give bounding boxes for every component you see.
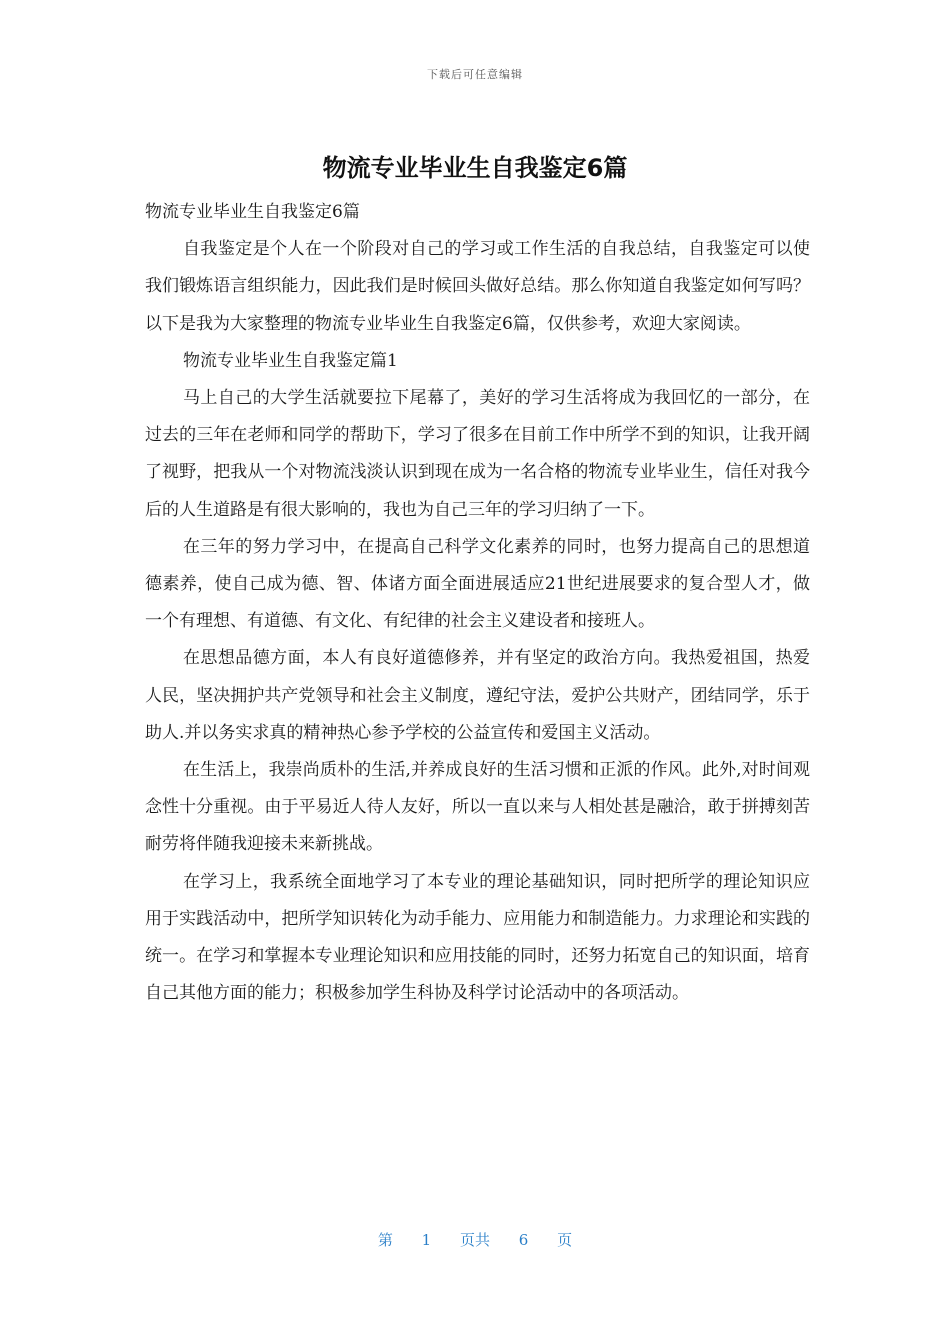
document-body bbox=[145, 194, 810, 1012]
footer-prefix: 第 bbox=[377, 1231, 393, 1249]
footer-total-pages: 6 bbox=[518, 1231, 529, 1249]
footer-suffix: 页 bbox=[557, 1231, 573, 1249]
paragraph: 马上自己的大学生活就要拉下尾幕了，美好的学习生活将成为我回忆的一部分，在过去的三年在老师和同学的帮助下，学习了很多在目前工作中所学不到的知识，让我开阔了视野，把我从一个对物流浅淡认识到现在成为一名合格的物流专业毕业生，信任对我今后的人生道路是有很大影响的，我也为自己三年的学习归纳了一下。 bbox=[145, 388, 810, 520]
paragraph: 在生活上，我崇尚质朴的生活,并养成良好的生活习惯和正派的作风。此外,对时间观念性十分重视。由于平易近人待人友好，所以一直以来与人相处甚是融洽，敢于拼搏刻苦耐劳将伴随我迎接未来新挑战。 bbox=[145, 760, 810, 855]
paragraph: 在思想品德方面，本人有良好道德修养，并有坚定的政治方向。我热爱祖国，热爱人民，坚决拥护共产党领导和社会主义制度，遵纪守法，爱护公共财产，团结同学，乐于助人.并以务实求真的精神热心参予学校的公益宣传和爱国主义活动。 bbox=[145, 648, 810, 743]
header-note: 下载后可任意编辑 bbox=[427, 68, 523, 81]
paragraph: 在学习上，我系统全面地学习了本专业的理论基础知识，同时把所学的理论知识应用于实践活动中，把所学知识转化为动手能力、应用能力和制造能力。力求理论和实践的统一。在学习和掌握本专业理论知识和应用技能的同时，还努力拓宽自己的知识面，培育自己其他方面的能力；积极参加学生科协及科学讨论活动中的各项活动。 bbox=[145, 871, 810, 1004]
footer-middle: 页共 bbox=[459, 1231, 490, 1249]
paragraph-intro: 自我鉴定是个人在一个阶段对自己的学习或工作生活的自我总结，自我鉴定可以使我们锻炼语言组织能力，因此我们是时候回头做好总结。那么你知道自我鉴定如何写吗？以下是我为大家整理的物流专业毕业生自我鉴定6篇，仅供参考，欢迎大家阅读。 bbox=[145, 239, 810, 334]
subtitle-line: 物流专业毕业生自我鉴定6篇 bbox=[145, 202, 360, 222]
document-title: 物流专业毕业生自我鉴定6篇 bbox=[322, 154, 628, 182]
paragraph: 在三年的努力学习中，在提高自己科学文化素养的同时，也努力提高自己的思想道德素养，使自己成为德、智、体诸方面全面进展适应21世纪进展要求的复合型人才，做一个有理想、有道德、有文化、有纪律的社会主义建设者和接班人。 bbox=[145, 536, 810, 632]
page-footer bbox=[0, 1229, 950, 1250]
footer-page-number: 1 bbox=[421, 1231, 432, 1249]
section-heading: 物流专业毕业生自我鉴定篇1 bbox=[183, 350, 398, 371]
